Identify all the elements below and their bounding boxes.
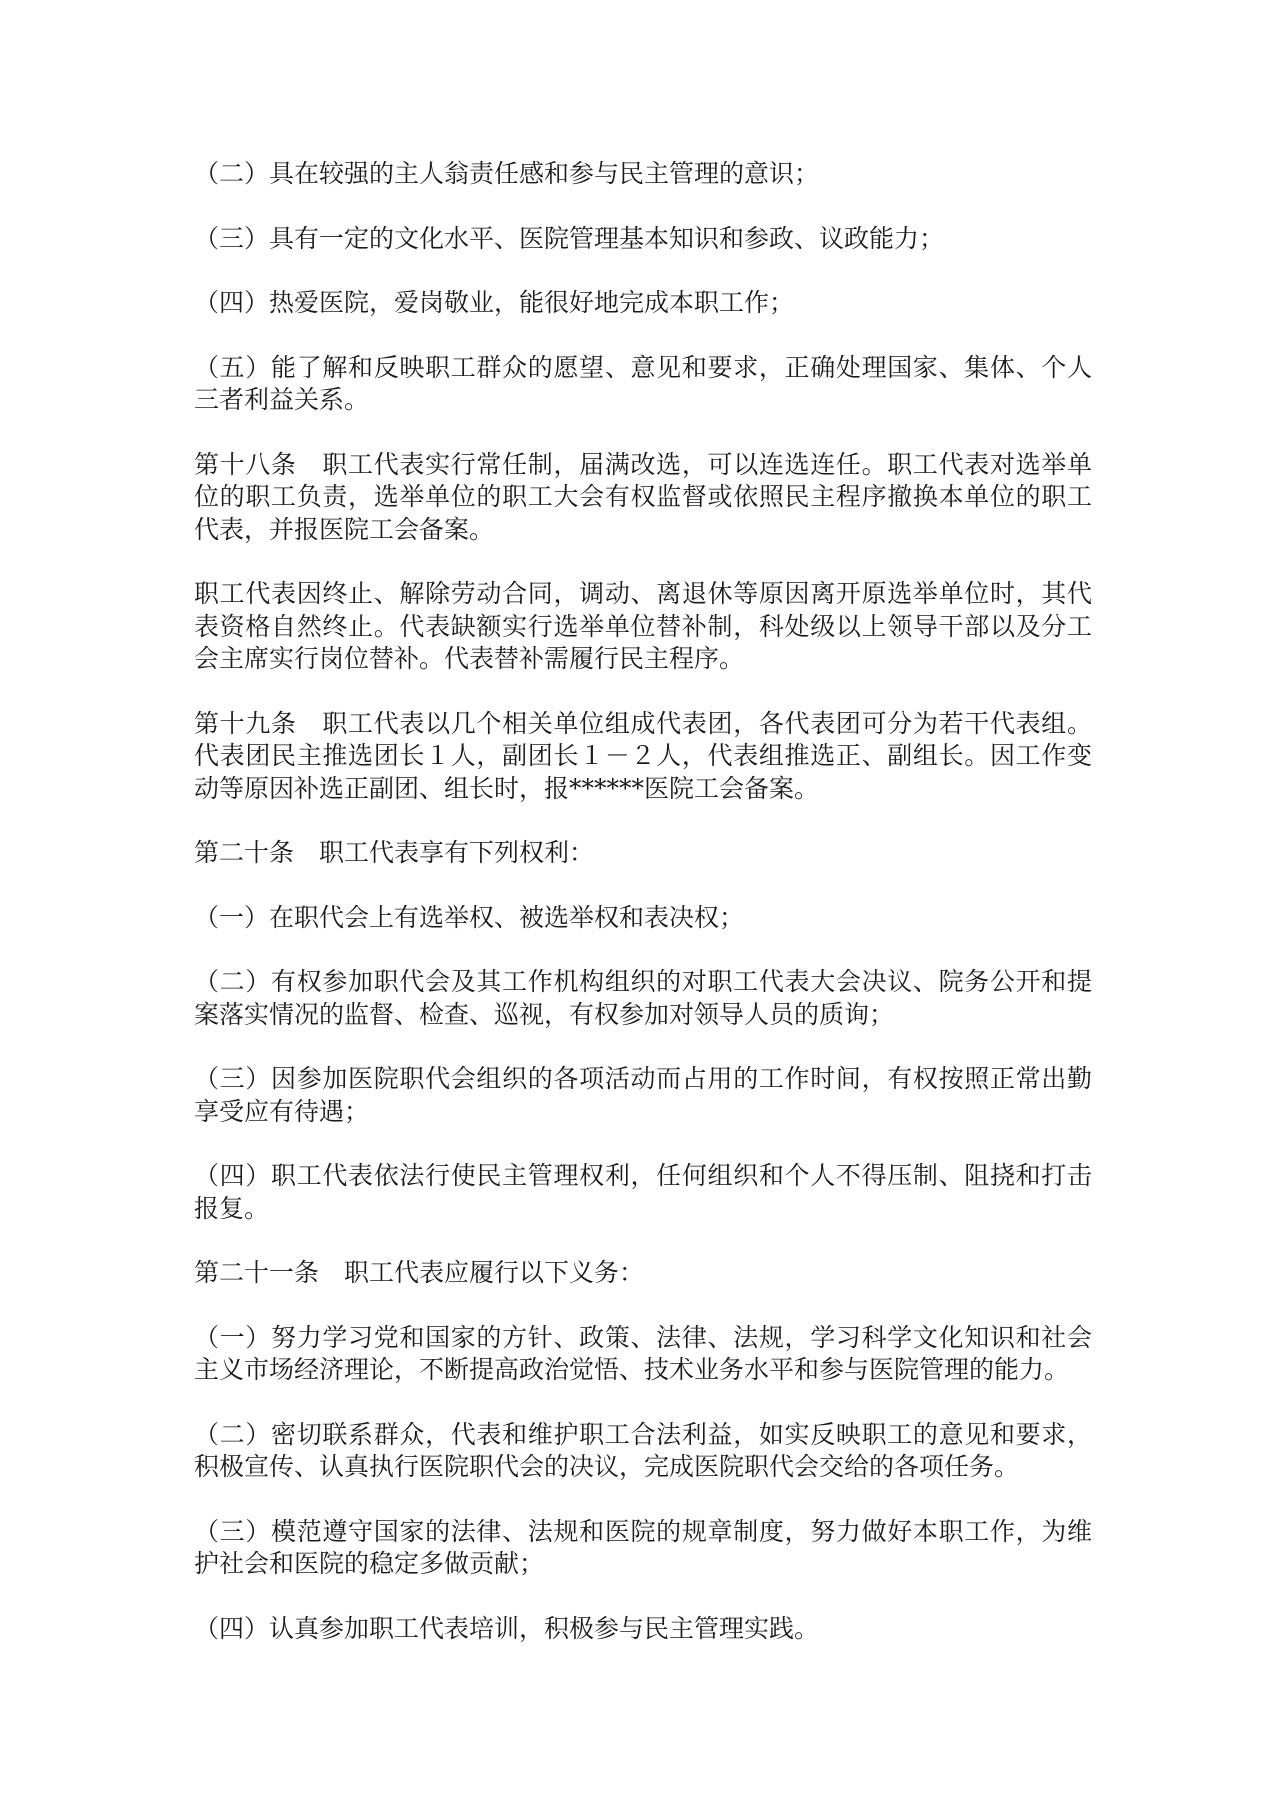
clause-item: （三）模范遵守国家的法律、法规和医院的规章制度，努力做好本职工作，为维护社会和医院的稳定多做贡献； xyxy=(194,1516,1092,1578)
clause-item: （一）在职代会上有选举权、被选举权和表决权； xyxy=(194,902,745,932)
article-18: 第十八条 职工代表实行常任制，届满改选，可以连选连任。职工代表对选举单位的职工负责，选举单位的职工大会有权监督或依照民主程序撤换本单位的职工代表，并报医院工会备案。 xyxy=(194,449,1092,544)
clause-item: （四）认真参加职工代表培训，积极参与民主管理实践。 xyxy=(194,1613,820,1643)
clause-item: （四）热爱医院，爱岗敬业，能很好地完成本职工作； xyxy=(194,288,795,317)
clause-item: （四）职工代表依法行使民主管理权利，任何组织和个人不得压制、阻挠和打击报复。 xyxy=(194,1161,1092,1223)
clause-item: （二）有权参加职代会及其工作机构组织的对职工代表大会决议、院务公开和提案落实情况的监督、检查、巡视，有权参加对领导人员的质询； xyxy=(194,967,1092,1029)
article-20-heading: 第二十条 职工代表享有下列权利： xyxy=(194,838,595,867)
clause-item: （三）具有一定的文化水平、医院管理基本知识和参政、议政能力； xyxy=(194,223,945,253)
clause-item: （五）能了解和反映职工群众的愿望、意见和要求，正确处理国家、集体、个人三者利益关系。 xyxy=(194,352,1092,414)
article-21-heading: 第二十一条 职工代表应履行以下义务： xyxy=(194,1258,645,1287)
article-18-paragraph: 职工代表因终止、解除劳动合同，调动、离退休等原因离开原选举单位时，其代表资格自然终止。代表缺额实行选举单位替补制，科处级以上领导干部以及分工会主席实行岗位替补。代表替补需履行民主程序。 xyxy=(194,579,1092,673)
document-page xyxy=(194,158,1092,1677)
clause-item: （三）因参加医院职代会组织的各项活动而占用的工作时间，有权按照正常出勤享受应有待遇； xyxy=(194,1064,1092,1126)
clause-item: （二）密切联系群众，代表和维护职工合法利益，如实反映职工的意见和要求，积极宣传、认真执行医院职代会的决议，完成医院职代会交给的各项任务。 xyxy=(194,1419,1092,1481)
clause-item: （二）具在较强的主人翁责任感和参与民主管理的意识； xyxy=(194,159,820,188)
clause-item: （一）努力学习党和国家的方针、政策、法律、法规，学习科学文化知识和社会主义市场经济理论，不断提高政治觉悟、技术业务水平和参与医院管理的能力。 xyxy=(194,1322,1092,1384)
article-19: 第十九条 职工代表以几个相关单位组成代表团，各代表团可分为若干代表组。代表团民主推选团长１人，副团长１－２人，代表组推选正、副组长。因工作变动等原因补选正副团、组长时，报******医院工会备案。 xyxy=(194,708,1092,803)
